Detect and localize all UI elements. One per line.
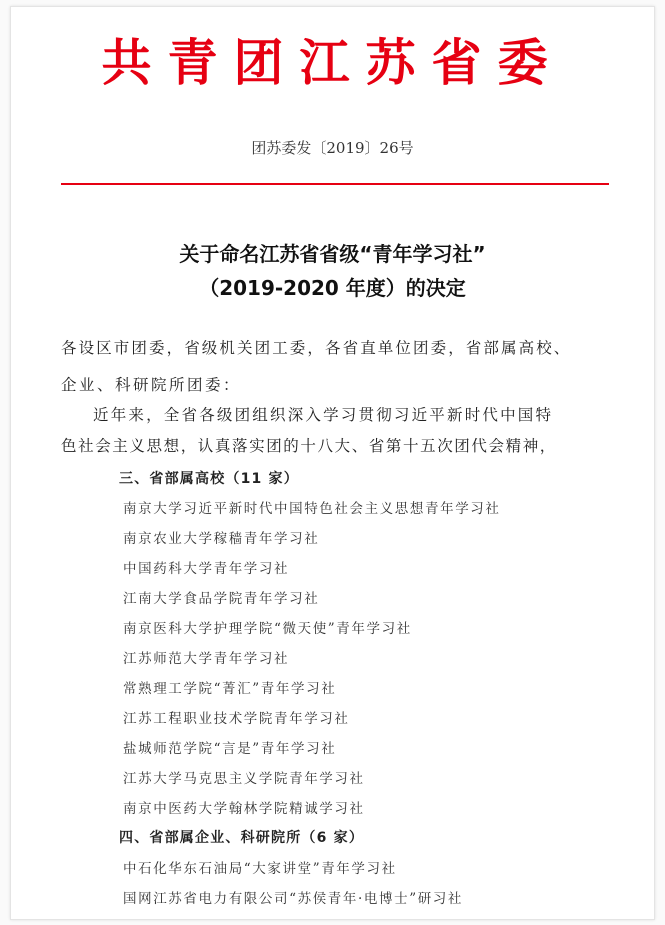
org-header-title: 共青团江苏省委: [101, 34, 564, 92]
section-3-heading: 三、省部属高校（11 家）: [119, 471, 299, 487]
list-item: 南京农业大学稼穑青年学习社: [123, 531, 320, 547]
list-item: 南京中医药大学翰林学院精诚学习社: [123, 801, 365, 817]
list-item: 国网江苏省电力有限公司“苏侯青年·电博士”研习社: [123, 891, 463, 907]
list-item: 江苏工程职业技术学院青年学习社: [123, 711, 350, 727]
list-item: 中国药科大学青年学习社: [123, 561, 290, 577]
paragraph-1-line-2: 色社会主义思想，认真落实团的十八大、省第十五次团代会精神，: [61, 437, 557, 455]
paragraph-1-line-1: 近年来，全省各级团组织深入学习贯彻习近平新时代中国特: [93, 406, 554, 424]
document-page: [10, 6, 655, 920]
list-item: 南京医科大学护理学院“微天使”青年学习社: [123, 621, 412, 637]
list-item: 江苏师范大学青年学习社: [123, 651, 290, 667]
title-line-1: 关于命名江苏省省级“青年学习社”: [179, 242, 486, 266]
list-item: 常熟理工学院“菁汇”青年学习社: [123, 681, 337, 697]
list-item: 江苏大学马克思主义学院青年学习社: [123, 771, 365, 787]
document-number: 团苏委发〔2019〕26号: [251, 139, 414, 157]
addressee-line-1: 各设区市团委，省级机关团工委，各省直单位团委，省部属高校、: [61, 339, 572, 357]
addressee-line-2: 企业、科研院所团委：: [61, 376, 242, 394]
list-item: 盐城师范学院“言是”青年学习社: [123, 741, 337, 757]
section-4-heading: 四、省部属企业、科研院所（6 家）: [119, 830, 365, 846]
list-item: 南京大学习近平新时代中国特色社会主义思想青年学习社: [123, 501, 501, 517]
red-divider-line: [61, 183, 609, 185]
list-item: 江南大学食品学院青年学习社: [123, 591, 320, 607]
title-line-2: （2019-2020 年度）的决定: [199, 276, 466, 300]
list-item: 中石化华东石油局“大家讲堂”青年学习社: [123, 861, 397, 877]
document-title: [11, 237, 654, 305]
